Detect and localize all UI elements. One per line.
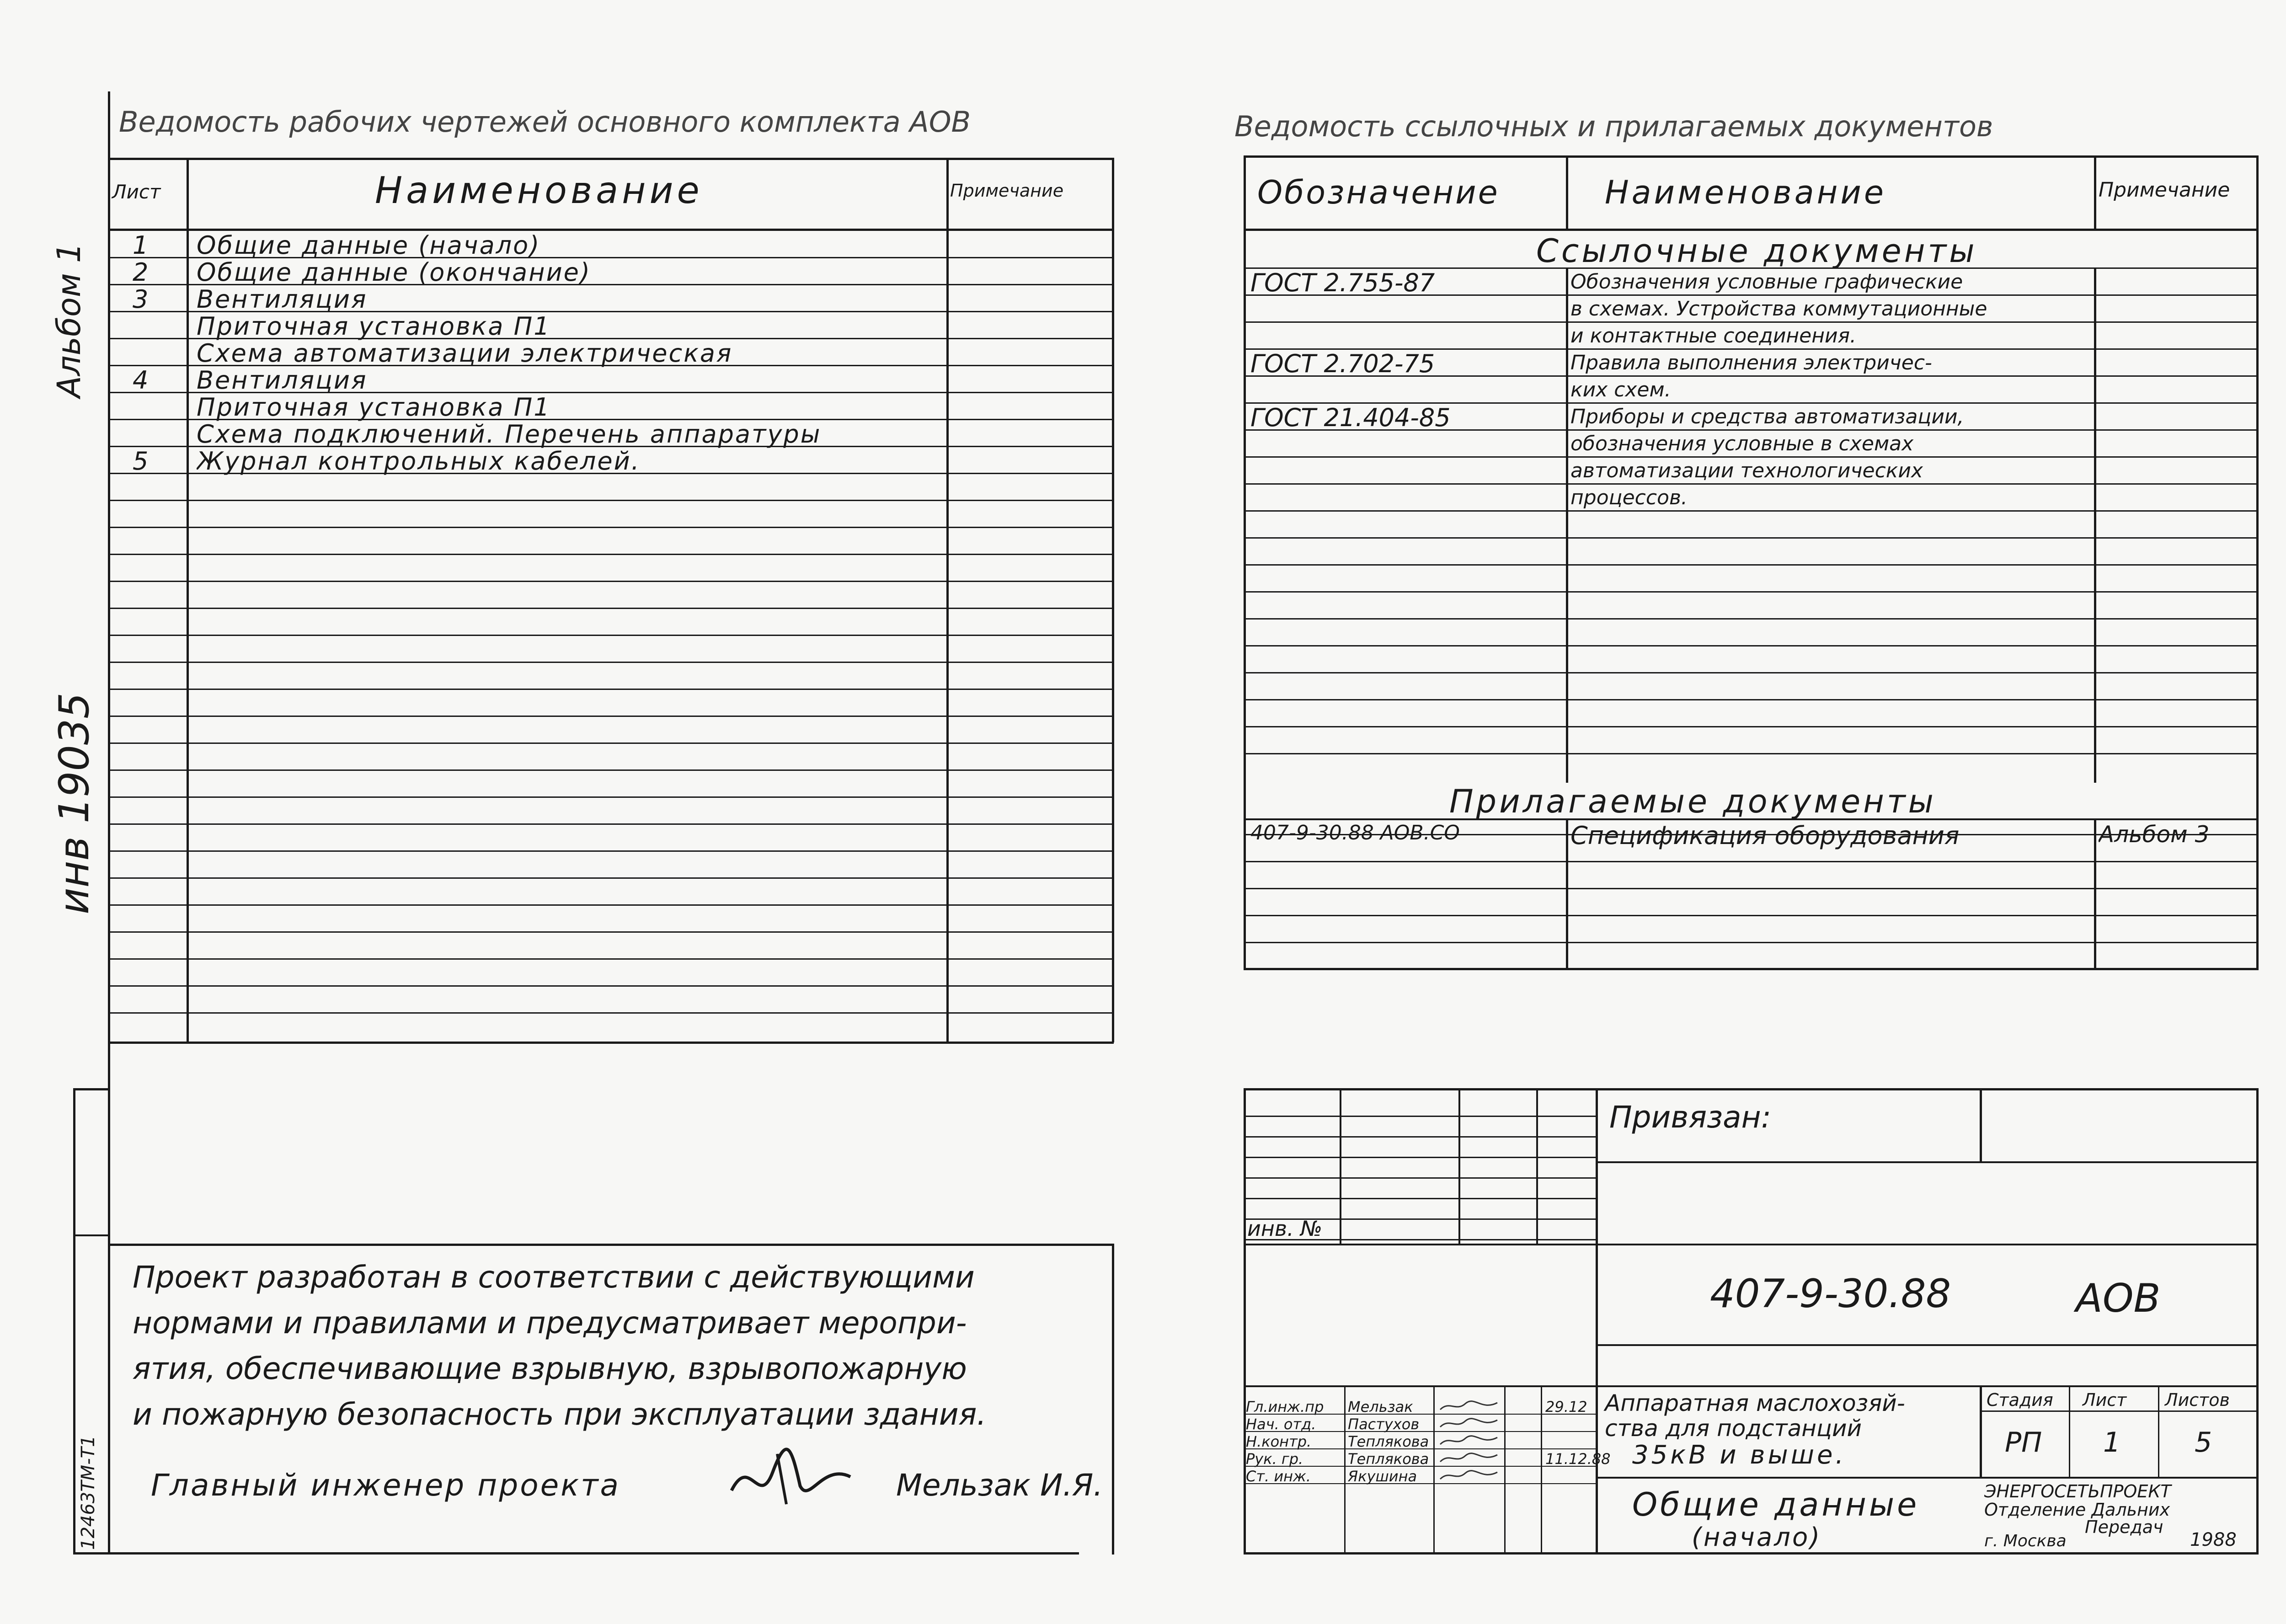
right-sheet-title: Ведомость ссылочных и прилагаемых документов — [1234, 110, 1993, 143]
left-table-row-line — [108, 716, 1114, 717]
attached-row-note: Альбом 3 — [2099, 821, 2210, 848]
chief-engineer-name: Мельзак И.Я. — [896, 1468, 1103, 1503]
left-table-row-line — [108, 689, 1114, 690]
right-table-row-line — [1244, 591, 2259, 593]
right-table-row-line — [1244, 942, 2259, 943]
role-person-name: Мельзак — [1348, 1398, 1413, 1416]
row-document-name: Схема подключений. Перечень аппаратуры — [197, 420, 822, 449]
row-sheet-number: 4 — [133, 366, 149, 395]
section-attached-documents: Прилагаемые документы — [1449, 783, 1936, 820]
left-table-row-line — [108, 796, 1114, 798]
role-signature — [1438, 1398, 1502, 1414]
title-block-grid-line — [1244, 1116, 1596, 1117]
left-table-row-line — [108, 823, 1114, 825]
section-reference-documents: Ссылочные документы — [1536, 232, 1977, 270]
chief-engineer-signature — [722, 1436, 860, 1518]
left-table-row-line — [108, 743, 1114, 744]
left-table-row-line — [108, 608, 1114, 609]
left-table-row-line — [108, 877, 1114, 879]
right-table-row-line — [1244, 483, 2259, 485]
stamp-box-left — [73, 1088, 75, 1555]
stage-value: РП — [2005, 1426, 2042, 1458]
left-table-row-line — [108, 554, 1114, 555]
statement-line-3: ятия, обеспечивающие взрывную, взрывопожарную — [133, 1351, 967, 1386]
role-signature — [1438, 1450, 1502, 1466]
left-table-row-line — [108, 1012, 1114, 1014]
role-person-name: Якушина — [1348, 1468, 1417, 1485]
row-sheet-number: 3 — [133, 285, 149, 314]
reference-row-designation: ГОСТ 21.404-85 — [1250, 403, 1451, 432]
right-table-row-line — [1244, 537, 2259, 539]
row-document-name: Схема автоматизации электрическая — [197, 339, 733, 368]
row-document-name: Вентиляция — [197, 366, 368, 395]
right-table-row-line — [1244, 321, 2259, 323]
column-header-note-right: Примечание — [2099, 178, 2230, 202]
right-table-row-line — [1244, 726, 2259, 727]
reference-row-name: Приборы и средства автоматизации, — [1570, 405, 1964, 428]
role-date: 29.12 — [1545, 1398, 1587, 1416]
description-line-1: Аппаратная маслохозяй- — [1605, 1390, 1905, 1416]
left-table-row-line — [108, 635, 1114, 636]
right-table-row-line — [1244, 915, 2259, 916]
description-line-3: 35кВ и выше. — [1632, 1440, 1847, 1470]
sheets-value: 5 — [2195, 1426, 2212, 1458]
org-line-1: ЭНЕРГОСЕТЬПРОЕКТ — [1984, 1481, 2171, 1501]
title-block-grid-line — [1244, 1136, 1596, 1138]
title-block-grid-line — [1244, 1244, 1596, 1245]
row-document-name: Приточная установка П1 — [197, 312, 551, 341]
reference-row-name: в схемах. Устройства коммутационные — [1570, 297, 1987, 321]
left-sheet-title: Ведомость рабочих чертежей основного комплекта АОВ — [119, 105, 971, 139]
left-table-row-line — [108, 581, 1114, 582]
org-city: г. Москва — [1984, 1532, 2067, 1550]
org-year: 1988 — [2190, 1529, 2237, 1550]
column-header-name-right: Наименование — [1605, 174, 1886, 211]
sheet-value: 1 — [2103, 1426, 2121, 1458]
role-title: Н.контр. — [1246, 1433, 1312, 1450]
right-table-row-line — [1244, 645, 2259, 646]
inventory-label: инв 19035 — [50, 692, 98, 914]
org-line-3: Передач — [2085, 1517, 2163, 1537]
role-title: Нач. отд. — [1246, 1416, 1316, 1433]
statement-line-1: Проект разработан в соответствии с действующими — [133, 1260, 975, 1295]
reference-row-name: автоматизации технологических — [1570, 459, 1923, 482]
left-table-row-line — [108, 904, 1114, 906]
stamp-box-top — [73, 1088, 108, 1090]
row-document-name: Общие данные (начало) — [197, 231, 541, 260]
role-signature — [1438, 1468, 1502, 1483]
reference-row-name: обозначения условные в схемах — [1570, 432, 1914, 455]
row-sheet-number: 2 — [133, 258, 149, 287]
role-person-name: Теплякова — [1348, 1433, 1429, 1450]
role-signature — [1438, 1433, 1502, 1448]
left-table-row-line — [108, 931, 1114, 933]
reference-row-designation: ГОСТ 2.702-75 — [1250, 349, 1435, 378]
statement-line-4: и пожарную безопасность при эксплуатации здания. — [133, 1397, 987, 1432]
reference-row-name: процессов. — [1570, 486, 1688, 509]
right-table-row-line — [1244, 456, 2259, 458]
role-date: 11.12.88 — [1545, 1450, 1611, 1468]
title-block-grid-line — [1244, 1198, 1596, 1199]
role-person-name: Теплякова — [1348, 1450, 1429, 1468]
column-header-designation: Обозначение — [1257, 174, 1500, 211]
attached-row-designation: 407-9-30.88 АОВ.СО — [1250, 821, 1460, 844]
left-table-row-line — [108, 769, 1114, 771]
right-table-row-line — [1244, 888, 2259, 889]
reference-row-name: ких схем. — [1570, 378, 1671, 401]
column-header-sheet: Лист — [112, 181, 161, 203]
sheets-label: Листов — [2165, 1390, 2230, 1410]
row-document-name: Журнал контрольных кабелей. — [197, 447, 641, 475]
album-label: Альбом 1 — [50, 242, 88, 398]
left-table-row-line — [108, 985, 1114, 987]
row-document-name: Общие данные (окончание) — [197, 258, 591, 287]
row-document-name: Приточная установка П1 — [197, 393, 551, 422]
left-table-row-line — [108, 662, 1114, 663]
role-signature — [1438, 1416, 1502, 1431]
chief-engineer-label: Главный инженер проекта — [151, 1468, 620, 1503]
right-table-row-line — [1244, 753, 2259, 754]
frame-bottom-border — [73, 1552, 1079, 1555]
description-line-2: ства для подстанций — [1605, 1415, 1862, 1442]
right-table-row-line — [1244, 861, 2259, 862]
bound-label: Привязан: — [1609, 1100, 1771, 1135]
column-header-name: Наименование — [375, 169, 703, 212]
drawing-mark: АОВ — [2076, 1276, 2161, 1321]
role-title: Ст. инж. — [1246, 1468, 1311, 1485]
sheet-label: Лист — [2083, 1390, 2127, 1410]
column-header-note: Примечание — [950, 181, 1064, 201]
reference-row-name: Обозначения условные графические — [1570, 270, 1963, 294]
sheet-subtitle: (начало) — [1692, 1522, 1822, 1552]
right-table-row-line — [1244, 672, 2259, 673]
left-table-row-line — [108, 527, 1114, 528]
reference-row-designation: ГОСТ 2.755-87 — [1250, 268, 1435, 297]
left-table-row-line — [108, 500, 1114, 501]
row-sheet-number: 5 — [133, 447, 149, 475]
title-block-grid-line — [1244, 1157, 1596, 1158]
reference-row-name: Правила выполнения электричес- — [1570, 351, 1932, 374]
inventory-number-label: инв. № — [1247, 1216, 1323, 1241]
right-table-row-line — [1244, 564, 2259, 566]
project-code: 407-9-30.88 — [1710, 1271, 1951, 1317]
role-person-name: Пастухов — [1348, 1416, 1420, 1433]
stage-label: Стадия — [1987, 1390, 2053, 1410]
row-document-name: Вентиляция — [197, 285, 368, 314]
right-table-row-line — [1244, 510, 2259, 512]
left-table-row-line — [108, 850, 1114, 852]
role-title: Гл.инж.пр — [1246, 1398, 1324, 1416]
attached-row-name: Спецификация оборудования — [1570, 821, 1960, 850]
org-line-2: Отделение Дальних — [1984, 1500, 2170, 1520]
sheet-title: Общие данные — [1632, 1486, 1920, 1523]
stamp-box-divider — [73, 1234, 108, 1236]
right-table-row-line — [1244, 699, 2259, 700]
row-sheet-number: 1 — [133, 231, 149, 260]
left-table-row-line — [108, 958, 1114, 960]
reference-row-name: и контактные соединения. — [1570, 324, 1857, 347]
statement-line-2: нормами и правилами и предусматривает меропри- — [133, 1305, 967, 1341]
right-table-row-line — [1244, 618, 2259, 620]
role-title: Рук. гр. — [1246, 1450, 1303, 1468]
title-block-grid-line — [1244, 1177, 1596, 1179]
stamp-code: 12463ТМ-Т1 — [78, 1435, 99, 1550]
